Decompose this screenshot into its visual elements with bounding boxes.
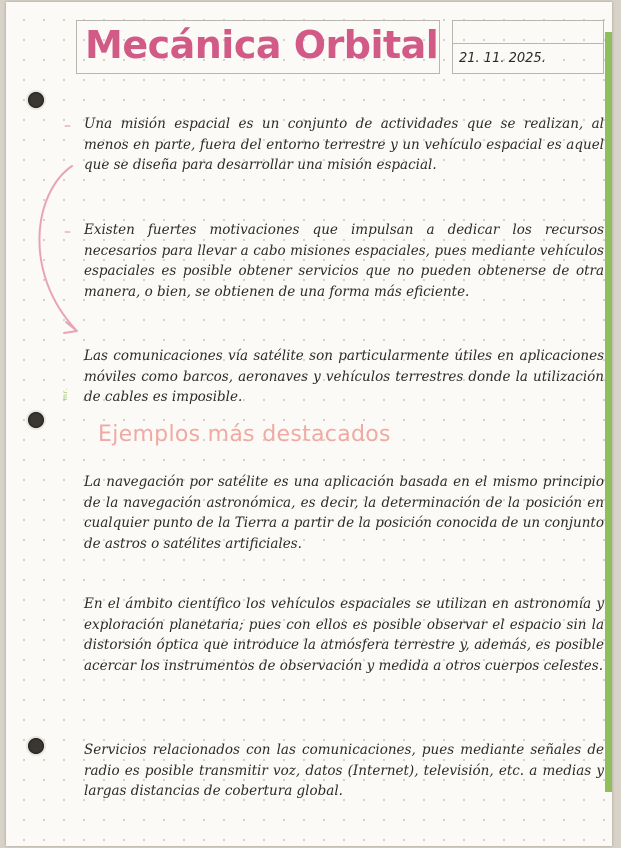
binder-hole [28, 92, 44, 108]
paragraph-navegacion: La navegación por satélite es una aplicación basada en el mismo principio de la navegación astronómica, es decir, la determinación de la posición en cualquier punto de la Tierra a partir de la posición conocida de un conjunto de astros o satélites artificiales. [84, 474, 604, 552]
paragraph-motivaciones: Existen fuertes motivaciones que impulsan a dedicar los recursos necesarios para llevar a cabo misiones espaciales, pues mediante vehículos espaciales es posible obtener servicios que no pueden obtenerse de otra manera, o bien, se obtienen de una forma más eficiente. [84, 222, 604, 300]
notebook-brand-mark: mr. [62, 387, 69, 400]
bullet-dash: – [64, 118, 71, 134]
page-title: Mecánica Orbital [85, 23, 439, 67]
paragraph-servicios: Servicios relacionados con las comunicaciones, pues mediante señales de radio es posible transmitir voz, datos (Internet), televisión, etc. a medias y largas distancias de cobertura global. [84, 742, 604, 799]
page-edge-stripe [605, 32, 612, 792]
date-box-divider [453, 43, 603, 44]
date-text: 21. 11. 2025. [459, 51, 546, 66]
binder-hole [28, 738, 44, 754]
paragraph-comunicaciones: Las comunicaciones vía satélite son particularmente útiles en aplicaciones móviles como barcos, aeronaves y vehículos terrestres donde la utilización de cables es imposible. [84, 348, 604, 405]
section-heading: Ejemplos más destacados [98, 422, 391, 447]
paragraph-mision-espacial: Una misión espacial es un conjunto de actividades que se realizan, al menos en parte, fuera del entorno terrestre y un vehículo espacial es aquel que se diseña para desarrollar una misión espacial. [84, 116, 604, 173]
date-box [452, 20, 604, 74]
title-box [76, 20, 440, 74]
binder-hole [28, 412, 44, 428]
paragraph-ciencia: En el ámbito científico los vehículos espaciales se utilizan en astronomía y exploración planetaria; pues con ellos es posible observar el espacio sin la distorsión óptica que introduce la atmósfera terrestre y, además, es posible acercar los instrumentos de observación y medida a otros cuerpos celestes. [84, 596, 604, 674]
bullet-dash: – [64, 224, 71, 240]
notebook-page [6, 2, 612, 846]
